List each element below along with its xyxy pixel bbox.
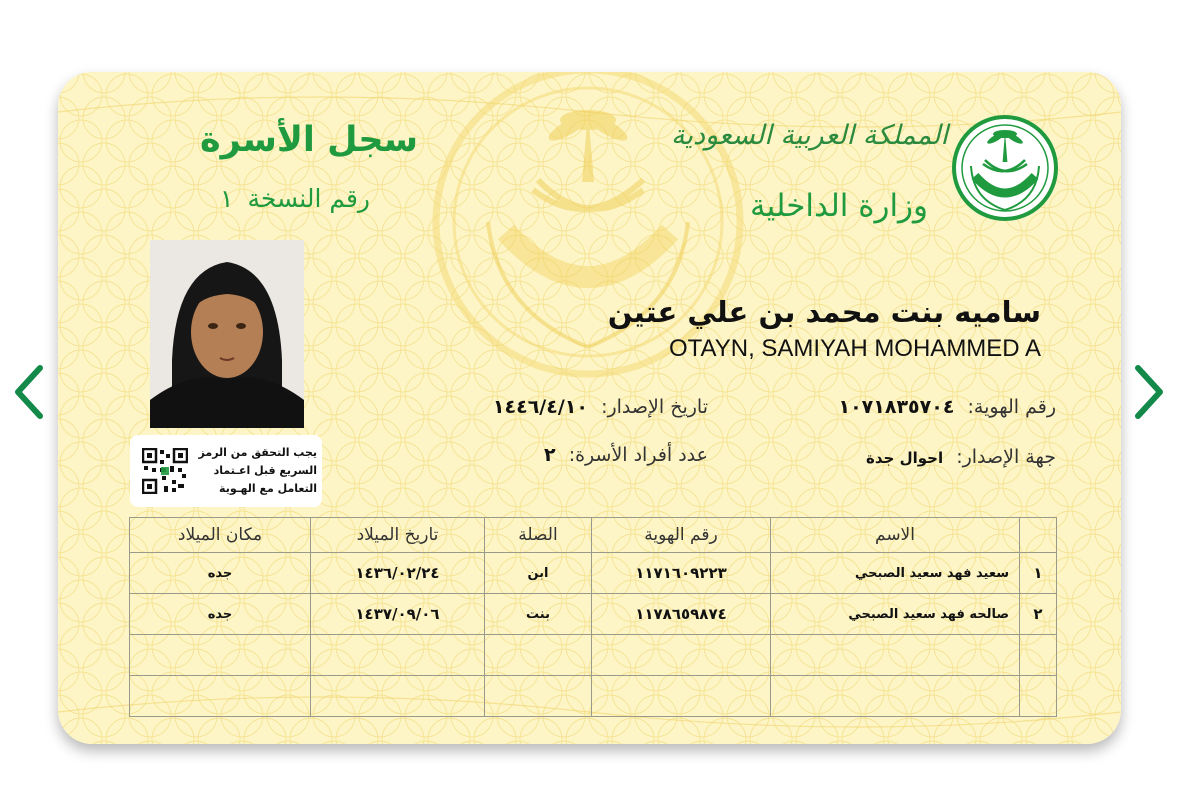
empty-cell: [771, 676, 1020, 717]
qr-notice-line: يجب التحقق من الرمز: [198, 446, 317, 459]
family-count-value: ٢: [543, 444, 556, 466]
family-count-label: عدد أفراد الأسرة:: [568, 444, 708, 466]
family-members-table: [129, 517, 1057, 717]
member-relation: بنت: [485, 594, 592, 635]
empty-cell: [771, 635, 1020, 676]
empty-cell: [485, 635, 592, 676]
member-birth-date: ١٤٣٧/٠٩/٠٦: [311, 594, 485, 635]
qr-notice-text: [198, 444, 317, 498]
header-name: الاسم: [771, 518, 1020, 553]
empty-cell: [130, 676, 311, 717]
table-row: [130, 553, 1057, 594]
empty-cell: [1020, 635, 1057, 676]
next-card-button[interactable]: [1132, 362, 1166, 422]
empty-cell: [311, 676, 485, 717]
id-number-field: [758, 394, 1056, 421]
table-row: [130, 594, 1057, 635]
qr-code-icon[interactable]: [142, 448, 188, 494]
previous-card-button[interactable]: [12, 362, 46, 422]
header-birth-date: تاريخ الميلاد: [311, 518, 485, 553]
family-count-field: [418, 442, 708, 469]
member-id: ١١٧١٦٠٩٢٢٣: [592, 553, 771, 594]
member-name: سعيد فهد سعيد الصبحي: [771, 553, 1020, 594]
holder-photo: [150, 240, 304, 428]
ministry-name: وزارة الداخلية: [750, 188, 928, 224]
header-birth-place: مكان الميلاد: [130, 518, 311, 553]
issue-date-field: [418, 394, 708, 421]
issuer-value: احوال جدة: [866, 449, 944, 467]
chevron-right-icon: [1132, 362, 1166, 422]
member-birth-place: جده: [130, 594, 311, 635]
copy-number-label: رقم النسخة: [247, 184, 370, 213]
holder-name-english: OTAYN, SAMIYAH MOHAMMED A: [668, 335, 1041, 362]
row-index: ١: [1020, 553, 1057, 594]
empty-cell: [485, 676, 592, 717]
id-number-value: ١٠٧١٨٣٥٧٠٤: [838, 396, 955, 418]
row-index: ٢: [1020, 594, 1057, 635]
member-birth-place: جده: [130, 553, 311, 594]
issue-date-value: ١٤٤٦/٤/١٠: [492, 396, 588, 418]
table-header-row: [130, 518, 1057, 553]
empty-cell: [311, 635, 485, 676]
empty-cell: [1020, 676, 1057, 717]
id-number-label: رقم الهوية:: [967, 396, 1056, 418]
member-relation: ابن: [485, 553, 592, 594]
qr-notice-line: السريع قبل اعـتماد: [213, 464, 317, 477]
qr-notice-line: التعامل مع الهـوية: [219, 482, 317, 495]
table-row-empty: [130, 676, 1057, 717]
member-name: صالحه فهد سعيد الصبحي: [771, 594, 1020, 635]
card-title: سجل الأسرة: [200, 120, 418, 160]
person-portrait-icon: [150, 240, 304, 428]
issuer-field: [758, 444, 1056, 471]
empty-cell: [130, 635, 311, 676]
member-birth-date: ١٤٣٦/٠٢/٢٤: [311, 553, 485, 594]
header-relation: الصلة: [485, 518, 592, 553]
header-index: [1020, 518, 1057, 553]
copy-number-value: ١: [220, 184, 234, 213]
member-id: ١١٧٨٦٥٩٨٧٤: [592, 594, 771, 635]
issue-date-label: تاريخ الإصدار:: [601, 396, 708, 418]
issuer-label: جهة الإصدار:: [956, 446, 1056, 468]
empty-cell: [592, 676, 771, 717]
header-id: رقم الهوية: [592, 518, 771, 553]
holder-name-arabic: ساميه بنت محمد بن علي عتين: [607, 295, 1041, 329]
chevron-left-icon: [12, 362, 46, 422]
family-register-card: [58, 72, 1121, 744]
saudi-emblem-icon: [951, 114, 1059, 222]
empty-cell: [592, 635, 771, 676]
copy-number-row: [118, 182, 370, 216]
table-row-empty: [130, 635, 1057, 676]
kingdom-name: المملكة العربية السعودية: [670, 120, 948, 151]
